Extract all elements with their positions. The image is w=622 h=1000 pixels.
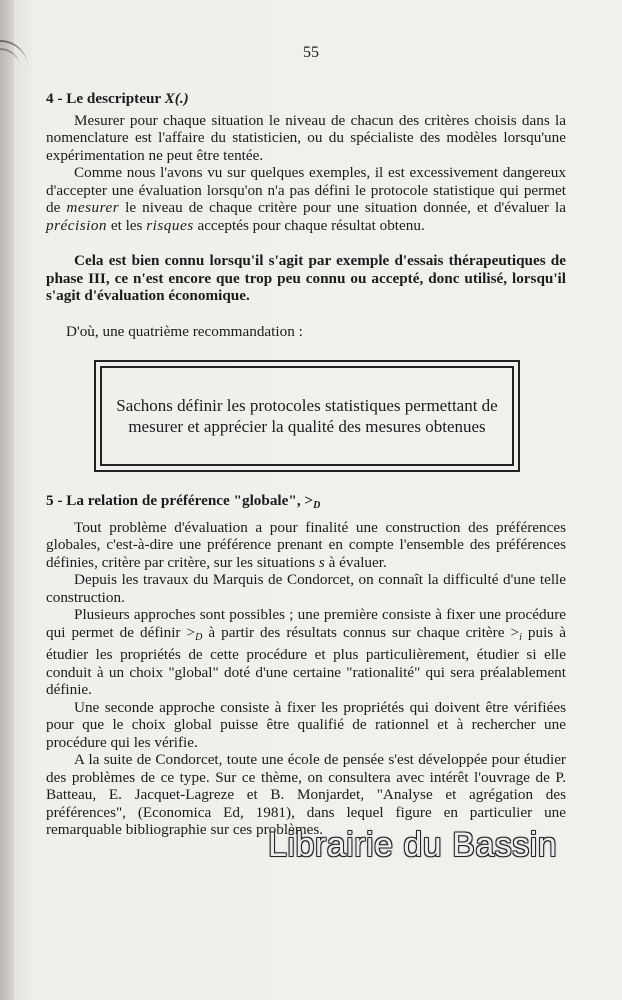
emphasis-mesurer: mesurer bbox=[66, 199, 120, 216]
page-content bbox=[46, 90, 566, 839]
watermark: Librairie du Bassin bbox=[268, 826, 558, 864]
text-span: et les bbox=[107, 216, 147, 234]
section-5-paragraph-1 bbox=[46, 519, 566, 572]
text-span: à évaluer. bbox=[324, 553, 387, 571]
section-5-paragraph-3 bbox=[46, 606, 566, 699]
variable-s: s bbox=[318, 553, 325, 571]
heading-text: 5 - La relation de préférence "globale", > bbox=[46, 492, 314, 509]
section-5-heading bbox=[46, 492, 566, 515]
text-span: à partir des résultats connus sur chaque critère > bbox=[202, 623, 520, 641]
emphasis-risques: risques bbox=[146, 216, 194, 234]
text-span: puis à étudier les propriétés de cette procédure et plus particulièrement, étudier si elle conduit à un choix "global" doté d'une certaine "rationalité" qui sera préalablement définie. bbox=[46, 623, 566, 698]
heading-symbol: X(.) bbox=[164, 90, 189, 107]
subscript: D bbox=[313, 500, 321, 511]
book-spine-shadow bbox=[0, 0, 14, 1000]
section-4-bold-paragraph: Cela est bien connu lorsqu'il s'agit par exemple d'essais thérapeutiques de phase III, ce n'est encore que trop peu connu ou accepté, donc utilisé, lorsqu'il s'agit d'évaluation économique. bbox=[46, 252, 566, 304]
text-span: le niveau de chaque critère pour une situation donnée, et d'évaluer la bbox=[119, 199, 566, 216]
recommendation-text: Sachons définir les protocoles statistiques permettant de mesurer et apprécier la qualité des mesures obtenues bbox=[100, 366, 514, 466]
section-4-paragraph-1: Mesurer pour chaque situation le niveau de chacun des critères choisis dans la nomenclature est l'affaire du statisticien, ou du spécialiste des modèles lorsqu'une expérimentation ne peut être tentée. bbox=[46, 111, 566, 164]
section-5-paragraph-5: A la suite de Condorcet, toute une école de pensée s'est développée pour étudier des problèmes de ce type. Sur ce thème, on consultera avec intérêt l'ouvrage de P. Batteau, E. Jacquet-Lagreze et B. Monjardet, "Analyse et agrégation des préférences", (Economica Ed, 1981), dans lequel figure en particulier une remarquable bibliographie sur ces problèmes. bbox=[46, 751, 566, 838]
section-5-paragraph-4: Une seconde approche consiste à fixer les propriétés qui doivent être vérifiées pour que le choix global puisse être qualifié de rationnel et à rechercher une procédure qui les vérifie. bbox=[46, 698, 566, 751]
text-span: acceptés pour chaque résultat obtenu. bbox=[193, 216, 425, 234]
subscript: i bbox=[519, 631, 522, 643]
emphasis-precision: précision bbox=[46, 216, 108, 234]
text-span: Tout problème d'évaluation a pour finalité une construction des préférences globales, c'est-à-dire une préférence prenant en compte l'ensemble des préférences définies, critère par critère, sur les situations bbox=[46, 518, 566, 571]
text-span: Comme nous l'avons vu sur quelques exemples, il est excessivement dangereux d'accepter une évaluation lorsqu'on n'a pas défini le protocole statistique qui permet de bbox=[46, 164, 566, 216]
recommendation-intro: D'où, une quatrième recommandation : bbox=[66, 322, 303, 340]
section-4-paragraph-2 bbox=[46, 164, 566, 234]
section-5-paragraph-2: Depuis les travaux du Marquis de Condorcet, on connaît la difficulté d'une telle construction. bbox=[46, 571, 566, 606]
page-number: 55 bbox=[303, 44, 319, 61]
text-span: Plusieurs approches sont possibles ; une première consiste à fixer une procédure qui permet de définir > bbox=[46, 606, 566, 641]
recommendation-box bbox=[94, 360, 520, 472]
heading-text: 4 - Le descripteur bbox=[46, 90, 165, 107]
subscript: D bbox=[195, 631, 203, 643]
section-4-heading bbox=[46, 90, 566, 108]
